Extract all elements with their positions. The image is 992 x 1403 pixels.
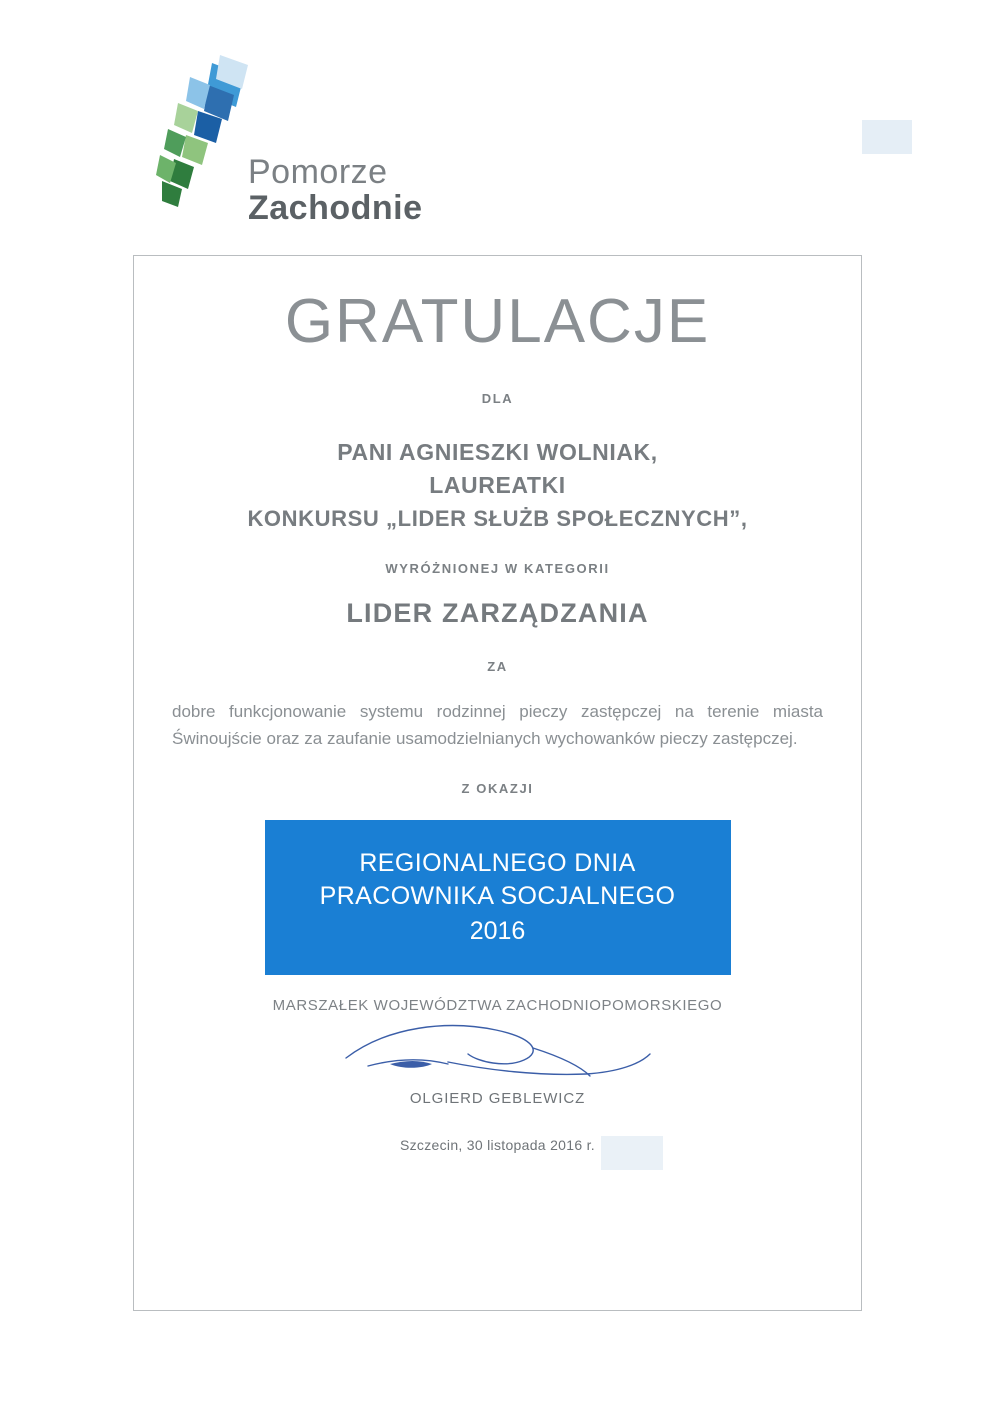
signature-area bbox=[134, 1018, 861, 1090]
recipient-line-3: KONKURSU „LIDER SŁUŻB SPOŁECZNYCH”, bbox=[247, 505, 748, 531]
occasion-label: Z OKAZJI bbox=[461, 780, 534, 796]
certificate-content bbox=[134, 256, 861, 1153]
occasion-banner bbox=[265, 820, 731, 975]
recipient-line-1: PANI AGNIESZKI WOLNIAK, bbox=[337, 439, 658, 465]
signer-office: MARSZAŁEK WOJEWÓDZTWA ZACHODNIOPOMORSKIEGO bbox=[272, 996, 723, 1014]
recipient-line-2: LAUREATKI bbox=[429, 472, 566, 499]
brand-logo bbox=[148, 55, 448, 230]
scan-artifact bbox=[862, 120, 912, 154]
category-label: WYRÓŻNIONEJ W KATEGORII bbox=[385, 560, 610, 576]
logo-line-1: Pomorze bbox=[248, 153, 388, 191]
place-and-date: Szczecin, 30 listopada 2016 r. bbox=[399, 1136, 595, 1153]
for-label: DLA bbox=[481, 391, 514, 406]
certificate-title: GRATULACJE bbox=[284, 287, 711, 356]
handwritten-signature-icon bbox=[328, 1018, 668, 1090]
banner-line-2: PRACOWNIKA SOCJALNEGO bbox=[319, 881, 676, 910]
logo-line-2: Zachodnie bbox=[248, 189, 423, 227]
signer-name: OLGIERD GEBLEWICZ bbox=[409, 1089, 586, 1107]
logo-wordmark bbox=[248, 155, 423, 225]
banner-line-1: REGIONALNEGO DNIA bbox=[359, 848, 636, 877]
certificate-frame bbox=[133, 255, 862, 1311]
category-name: LIDER ZARZĄDZANIA bbox=[346, 597, 649, 628]
reason-text: dobre funkcjonowanie systemu rodzinnej pieczy zastępczej na terenie miasta Świnoujście oraz za zaufanie usamodzielnianych wychowanków pieczy zastępczej. bbox=[172, 701, 823, 749]
banner-line-3: 2016 bbox=[469, 916, 526, 945]
recipient-block bbox=[134, 436, 861, 535]
for-what-label: ZA bbox=[487, 658, 508, 674]
